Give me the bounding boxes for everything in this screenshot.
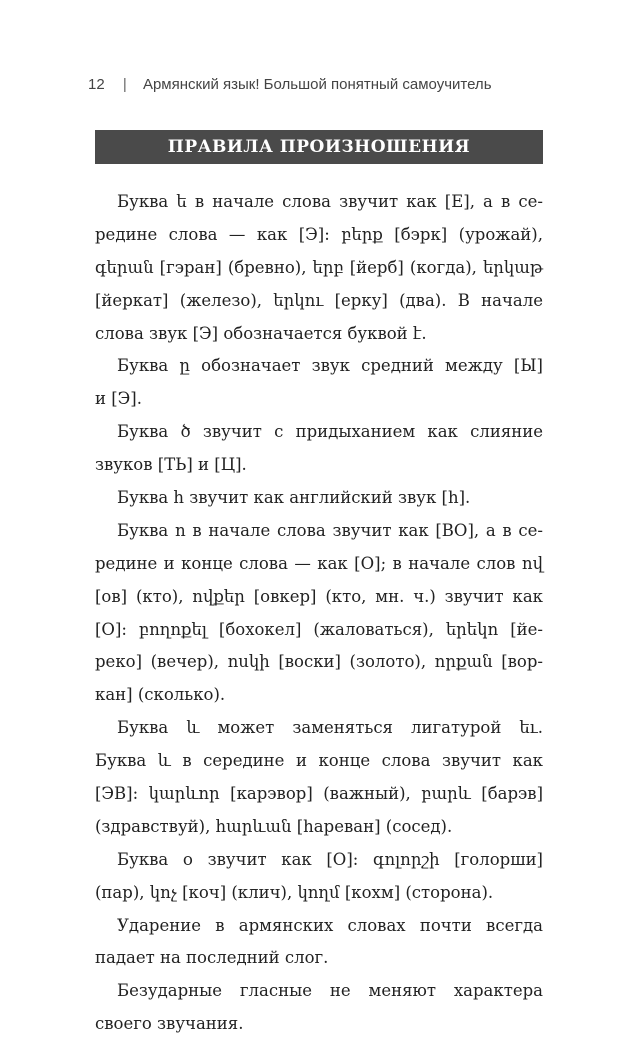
- text-line: редине слова — как [Э]: բերք [бэрк] (урожай),: [95, 224, 543, 244]
- text-line: и [Э].: [95, 389, 142, 409]
- text-line: (пар), կոչ [коч] (клич), կողմ [кохм] (сторона).: [95, 882, 494, 902]
- text-line: [ЭВ]: կարևոր [карэвор] (важный), բարև [барэв]: [95, 784, 543, 804]
- text-line: գերան [гэран] (бревно), երբ [йерб] (когда), երկաթ: [95, 257, 543, 277]
- page-body: [95, 186, 543, 1041]
- text-line: реко] (вечер), ոսկի [воски] (золото), որքան [вор-: [95, 652, 543, 672]
- text-line: [йеркат] (железо), երկու [ерку] (два). В начале: [95, 290, 543, 310]
- paragraph: [95, 910, 543, 976]
- text-line: [О]: բողոքել [бохокел] (жаловаться), երեկո [йе-: [95, 619, 543, 639]
- book-title: Армянский язык! Большой понятный самоучитель: [142, 76, 492, 93]
- section-title: ПРАВИЛА ПРОИЗНОШЕНИЯ: [167, 137, 471, 157]
- paragraph: [95, 416, 543, 482]
- paragraph: [95, 350, 543, 416]
- text-line: Буква ծ звучит с придыханием как слияние: [117, 422, 543, 442]
- text-line: Буква ե в начале слова звучит как [Е], а в се-: [117, 192, 543, 211]
- header-separator: |: [122, 76, 127, 93]
- text-line: [ов] (кто), ովքեր [овкер] (кто, мн. ч.) звучит как: [95, 586, 543, 606]
- paragraph: [95, 515, 543, 712]
- paragraph: [95, 186, 543, 350]
- paragraph: [95, 712, 543, 844]
- text-line: Безударные гласные не меняют характера: [117, 981, 543, 1001]
- text-line: кан] (сколько).: [95, 685, 226, 705]
- text-line: Буква և может заменяться лигатурой եւ.: [117, 718, 543, 738]
- text-line: своего звучания.: [95, 1014, 244, 1034]
- text-line: слова звук [Э] обозначается буквой է.: [95, 323, 427, 343]
- text-line: (здравствуй), հարևան [hареван] (сосед).: [95, 816, 453, 836]
- text-line: Буква ը обозначает звук средний между [Ы]: [117, 356, 543, 376]
- text-line: Ударение в армянских словах почти всегда: [117, 915, 543, 935]
- text-line: редине и конце слова — как [О]; в начале слов ով: [95, 553, 543, 573]
- text-line: Буква օ звучит как [О]: գոլորշի [голорши]: [117, 849, 543, 869]
- running-header: [88, 76, 492, 93]
- paragraph: [95, 975, 543, 1041]
- text-line: падает на последний слог.: [95, 948, 329, 968]
- text-line: Буква և в середине и конце слова звучит как: [95, 751, 543, 771]
- section-title-banner: [95, 130, 543, 164]
- page-number: 12: [88, 76, 105, 93]
- paragraph: [95, 844, 543, 910]
- text-line: звуков [ТЬ] и [Ц].: [95, 455, 247, 475]
- text-line: Буква ո в начале слова звучит как [ВО], а в се-: [117, 520, 543, 540]
- paragraph: [95, 482, 543, 515]
- text-line: Буква հ звучит как английский звук [h].: [117, 488, 471, 508]
